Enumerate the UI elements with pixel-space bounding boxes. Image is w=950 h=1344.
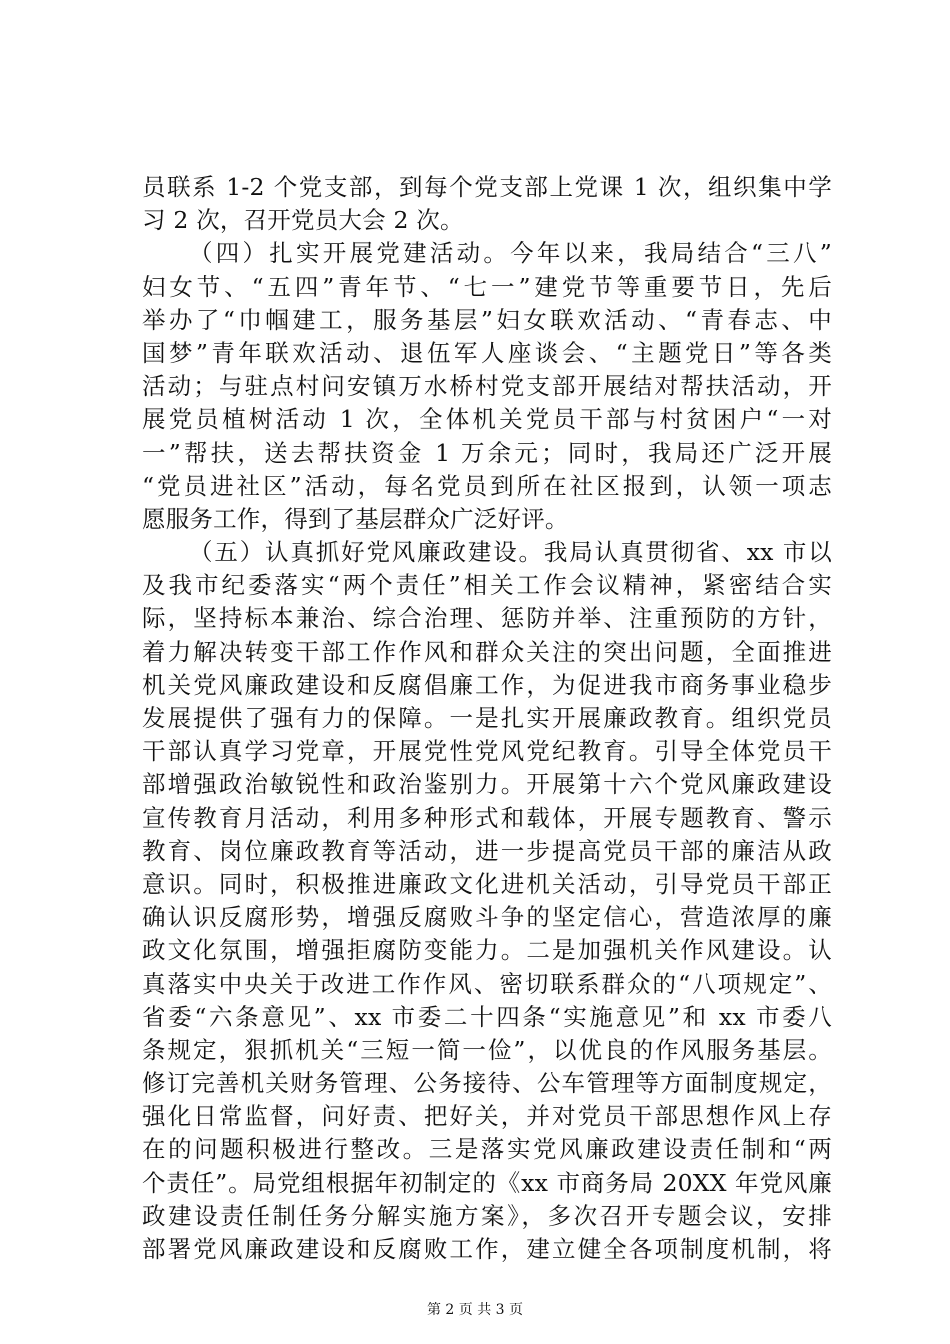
page-footer: 第 2 页 共 3 页 <box>426 1302 524 1318</box>
text-line: 确认识反腐形势，增强反腐败斗争的坚定信心，营造浓厚的廉 <box>142 903 832 932</box>
text-line: 一”帮扶，送去帮扶资金 1 万余元；同时，我局还广泛开展 <box>142 438 832 467</box>
text-line: 国梦”青年联欢活动、退伍军人座谈会、“主题党日”等各类 <box>142 338 832 367</box>
text-line: （五）认真抓好党风廉政建设。我局认真贯彻省、xx 市以 <box>189 538 832 567</box>
text-line: 发展提供了强有力的保障。一是扎实开展廉政教育。组织党员 <box>142 704 832 732</box>
text-line: 教育、岗位廉政教育等活动，进一步提高党员干部的廉洁从政 <box>142 836 832 865</box>
text-line: 际，坚持标本兼治、综合治理、惩防并举、注重预防的方针， <box>142 604 832 633</box>
text-line: “党员进社区”活动，每名党员到所在社区报到，认领一项志 <box>142 471 832 500</box>
text-line: 展党员植树活动 1 次，全体机关党员干部与村贫困户“一对 <box>142 405 832 434</box>
text-line: 修订完善机关财务管理、公务接待、公车管理等方面制度规定， <box>142 1069 832 1098</box>
text-line: 活动；与驻点村问安镇万水桥村党支部开展结对帮扶活动，开 <box>142 372 832 401</box>
text-line: 政文化氛围，增强拒腐防变能力。二是加强机关作风建设。认 <box>142 936 832 965</box>
text-line: 习 2 次，召开党员大会 2 次。 <box>142 206 464 235</box>
text-line: 意识。同时，积极推进廉政文化进机关活动，引导党员干部正 <box>142 869 832 898</box>
text-line: 机关党风廉政建设和反腐倡廉工作，为促进我市商务事业稳步 <box>142 670 832 699</box>
text-line: 部增强政治敏锐性和政治鉴别力。开展第十六个党风廉政建设 <box>142 770 832 799</box>
text-line: 妇女节、“五四”青年节、“七一”建党节等重要节日，先后 <box>142 272 832 301</box>
text-line: 省委“六条意见”、xx 市委二十四条“实施意见”和 xx 市委八 <box>142 1002 832 1031</box>
text-line: 部署党风廉政建设和反腐败工作，建立健全各项制度机制，将 <box>142 1235 832 1263</box>
text-line: 员联系 1-2 个党支部，到每个党支部上党课 1 次，组织集中学 <box>142 173 832 201</box>
text-line: 真落实中央关于改进工作作风、密切联系群众的“八项规定”、 <box>142 969 832 998</box>
text-line: 着力解决转变干部工作作风和群众关注的突出问题，全面推进 <box>142 637 832 666</box>
text-line: 政建设责任制任务分解实施方案》，多次召开专题会议，安排 <box>142 1201 832 1230</box>
text-line: 举办了“巾帼建工，服务基层”妇女联欢活动、“青春志、中 <box>142 305 832 334</box>
text-line: （四）扎实开展党建活动。今年以来，我局结合“三八” <box>189 239 832 268</box>
text-line: 个责任”。局党组根据年初制定的《xx 市商务局 20XX 年党风廉 <box>142 1168 832 1197</box>
text-line: 干部认真学习党章，开展党性党风党纪教育。引导全体党员干 <box>142 737 832 766</box>
text-line: 愿服务工作，得到了基层群众广泛好评。 <box>142 504 569 533</box>
text-line: 条规定，狠抓机关“三短一简一俭”，以优良的作风服务基层。 <box>142 1035 832 1064</box>
body-text <box>142 171 832 1266</box>
text-line: 宣传教育月活动，利用多种形式和载体，开展专题教育、警示 <box>142 803 832 832</box>
text-line: 在的问题积极进行整改。三是落实党风廉政建设责任制和“两 <box>142 1135 832 1164</box>
text-line: 强化日常监督，问好责、把好关，并对党员干部思想作风上存 <box>142 1102 832 1131</box>
text-line: 及我市纪委落实“两个责任”相关工作会议精神，紧密结合实 <box>142 571 832 600</box>
